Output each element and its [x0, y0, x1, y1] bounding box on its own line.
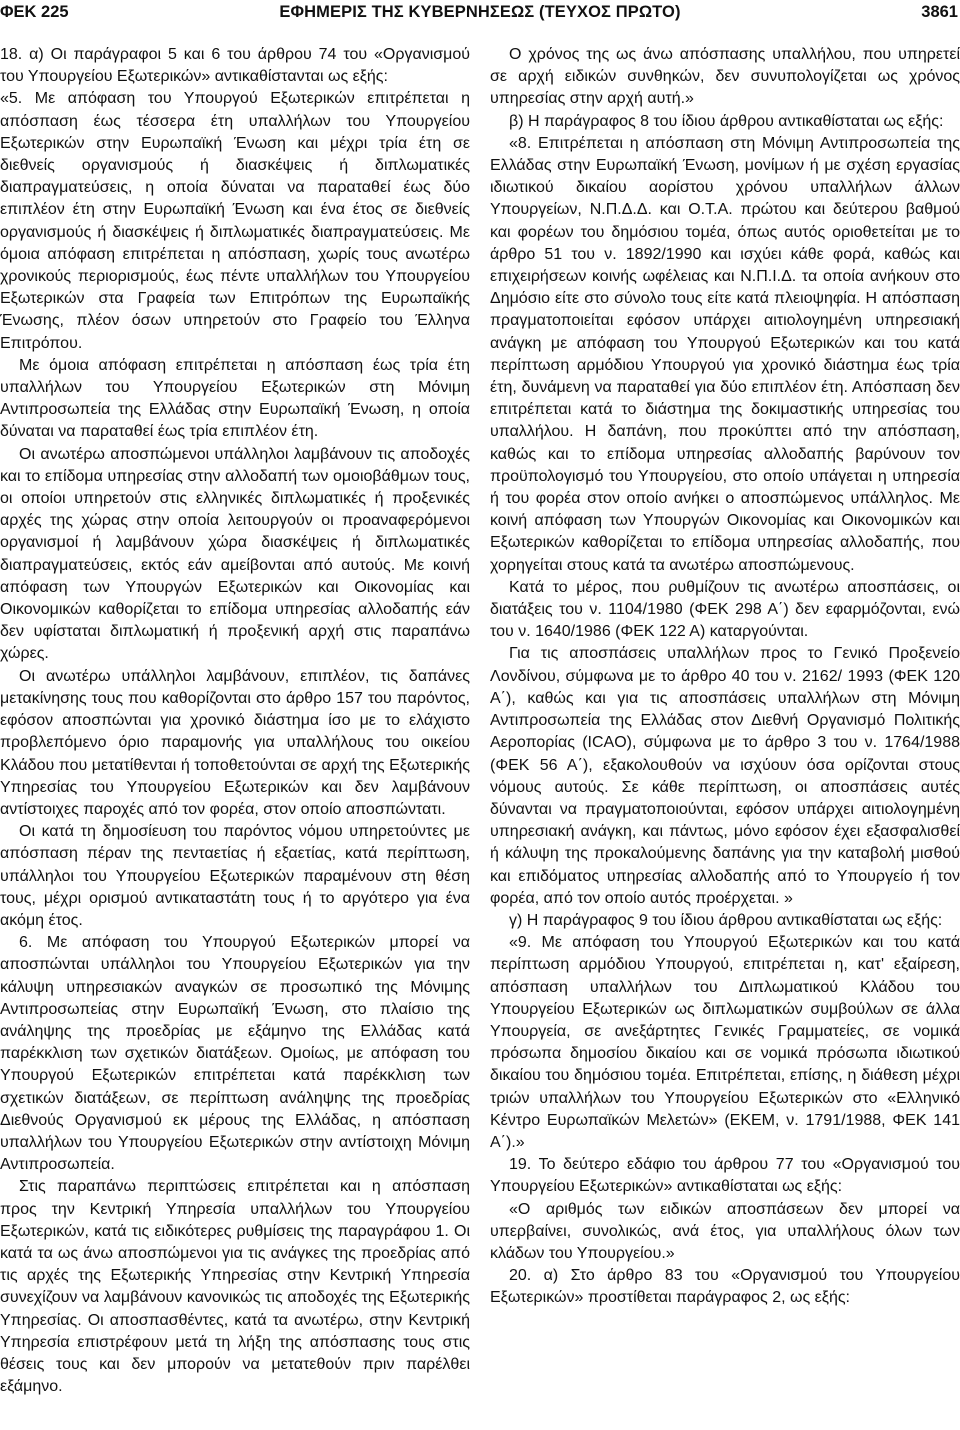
gazette-title: ΕΦΗΜΕΡΙΣ ΤΗΣ ΚΥΒΕΡΝΗΣΕΩΣ (ΤΕΥΧΟΣ ΠΡΩΤΟ) — [279, 3, 681, 21]
right-column — [490, 44, 960, 1422]
paragraph: Για τις αποσπάσεις υπαλλήλων προς το Γενικό Προξενείο Λονδίνου, σύμφωνα με το άρθρο 40 του ν. 2162/ 1993 (ΦΕΚ 120 Α΄), καθώς και για τις αποσπάσεις υπαλλήλων στη Μόνιμη Αντιπροσωπεία της Ελλάδας στον Διεθνή Οργανισμό Πολιτικής Αεροπορίας (ICAO), σύμφωνα με το άρθρο 3 του ν. 1764/1988 (ΦΕΚ 56 Α΄), εξακολουθούν να ισχύουν όσα ορίζονται στους νόμους αυτούς. Σε κάθε περίπτωση, οι αποσπάσεις αυτές δύνανται να πραγματοποιούνται, εφόσον υπάρχει αιτιολογημένη υπηρεσιακή ανάγκη, και πάντως, μόνο εφόσον έχει εξασφαλισθεί ή κάλυψη της προκαλούμενης δαπάνης για την καταβολή μισθού και επιδόματος υπηρεσίας αλλοδαπής από το Υπουργείο ή τον φορέα, από τον οποίο αυτός προέρχεται. » — [490, 645, 960, 907]
paragraph: Οι ανωτέρω υπάλληλοι λαμβάνουν, επιπλέον, τις δαπάνες μετακίνησης τους που καθορίζονται στο άρθρο 157 του παρόντος, εφόσον αποσπώνται για χρονικό διάστημα ίσο με το ελάχιστο προβλεπόμενο όριο παραμονής για υπαλλήλους του οικείου Κλάδου που μετατίθενται ή τοποθετούνται σε αρχή της Εξωτερικής Υπηρεσίας του Υπουργείου Εξωτερικών και δεν λαμβάνουν αντίστοιχες παροχές από τον φορέα, στον οποίο αποσπώντατι. — [0, 667, 470, 818]
paragraph: 19. Το δεύτερο εδάφιο του άρθρου 77 του «Οργανισμού του Υπουργείου Εξωτερικών» αντικαθίσταται ως εξής: — [490, 1156, 960, 1196]
page-number: 3861 — [921, 3, 958, 21]
paragraph: 6. Με απόφαση του Υπουργού Εξωτερικών μπορεί να αποσπώνται υπάλληλοι του Υπουργείου Εξωτερικών για την κάλυψη υπηρεσιακών αναγκών σε προσωπικό της Μόνιμης Αντιπροσωπείας στην Ευρωπαϊκή Ένωση, στο πλαίσιο της ανάληψης της προεδρίας με εξάμηνο της Ελλάδας κατά παρέκκλιση των σχετικών διατάξεων. Ομοίως, με απόφαση του Υπουργού Εξωτερικών επιτρέπεται κατά παρέκκλιση των σχετικών διατάξεων, σε περίπτωση ανάληψης της προεδρίας Διεθνούς Οργανισμού εκ μέρους της Ελλάδας, η απόσπαση υπαλλήλων του Υπουργείου Εξωτερικών στην αντίστοιχη Μόνιμη Αντιπροσωπεία. — [0, 934, 470, 1174]
paragraph: «Ο αριθμός των ειδικών αποσπάσεων δεν μπορεί να υπερβαίνει, συνολικώς, ανά έτος, για υπαλλήλους όλων των κλάδων του Υπουργείου.» — [490, 1200, 960, 1262]
paragraph: Οι ανωτέρω αποσπώμενοι υπάλληλοι λαμβάνουν τις αποδοχές και το επίδομα υπηρεσίας στην αλλοδαπή των ομοιοβάθμων τους, οι οποίοι υπηρετούν στις ελληνικές διπλωματικές ή προξενικές αρχές της χώρας στην οποία λειτουργούν οι προαναφερόμενοι οργανισμοί ή λαμβάνουν χώρα διασκέψεις ή διπλωματικές διαπραγματεύσεις, εκτός εάν αμείβονται από αυτούς. Με κοινή απόφαση των Υπουργών Εξωτερικών και Οικονομίας και Οικονομικών καθορίζεται το επίδομα υπηρεσίας αλλοδαπής εάν δεν υφίσταται διπλωματική ή προξενική αρχή στις παραπάνω χώρες. — [0, 445, 470, 663]
paragraph: Με όμοια απόφαση επιτρέπεται η απόσπαση έως τρία έτη υπαλλήλων του Υπουργείου Εξωτερικών στη Μόνιμη Αντιπροσωπεία της Ελλάδας στην Ευρωπαϊκή Ένωση, η οποία δύναται να παραταθεί έως τρία επιπλέον έτη. — [0, 356, 470, 441]
paragraph: «5. Με απόφαση του Υπουργού Εξωτερικών επιτρέπεται η απόσπαση έως τέσσερα έτη υπαλλήλων του Υπουργείου Εξωτερικών στην Ευρωπαϊκή Ένωση και μέχρι τρία έτη σε διεθνείς οργανισμούς ή διασκέψεις ή διπλωματικές διαπραγματεύσεις, η οποία δύναται να παραταθεί έως δύο επιπλέον έτη στην Ευρωπαϊκή Ένωση και ένα έτος σε διεθνείς οργανισμούς ή διασκέψεις ή διπλωματικές διαπραγματεύσεις. Με όμοια απόφαση επιτρέπεται η απόσπαση, χωρίς τους ανωτέρω χρονικούς περιορισμούς, έως πέντε υπαλλήλων του Υπουργείου Εξωτερικών στα Γραφεία των Επιτρόπων της Ευρωπαϊκής Ένωσης, πλέον όσων υπηρετούν στο Γραφείο του Έλληνα Επιτρόπου. — [0, 90, 470, 352]
paragraph: 20. α) Στο άρθρο 83 του «Οργανισμού του Υπουργείου Εξωτερικών» προστίθεται παράγραφος 2, ως εξής: — [490, 1267, 960, 1307]
paragraph: «9. Με απόφαση του Υπουργού Εξωτερικών και του κατά περίπτωση αρμόδιου Υπουργού, επιτρέπεται η, κατ' εξαίρεση, απόσπαση υπαλλήλων του Διπλωματικού Κλάδου του Υπουργείου Εξωτερικών ως διπλωματικών συμβούλων σε άλλα Υπουργεία, σε ανεξάρτητες Γενικές Γραμματείες, σε νομικά πρόσωπα δημοσίου δικαίου και σε νομικά πρόσωπα ιδιωτικού δικαίου του δημόσιου τομέα. Επιτρέπεται, επίσης, η διάθεση μέχρι τριών υπαλλήλων του Υπουργείου Εξωτερικών στο «Ελληνικό Κέντρο Ευρωπαϊκών Μελετών» (ΕΚΕΜ, ν. 1791/1988, ΦΕΚ 141 Α΄).» — [490, 934, 960, 1151]
page-header — [0, 0, 960, 28]
paragraph: «8. Επιτρέπεται η απόσπαση στη Μόνιμη Αντιπροσωπεία της Ελλάδας στην Ευρωπαϊκή Ένωση, μονίμων ή με σχέση εργασίας ιδιωτικού δικαίου αορίστου χρόνου υπαλλήλων άλλων Υπουργείων, Ν.Π.Δ.Δ. και Ο.Τ.Α. πρώτου και δεύτερου βαθμού και φορέων του δημόσιου τομέα, όπως αυτός οριοθετείται με το άρθρο 51 του ν. 1892/1990 και ισχύει κάθε φορά, καθώς και επιχειρήσεων κοινής ωφέλειας και Ν.Π.Ι.Δ. τα οποία ανήκουν στο Δημόσιο είτε στο σύνολο τους είτε κατά πλειοψηφία. Η απόσπαση πραγματοποιείται εφόσον υπάρχει αιτιολογημένη υπηρεσιακή ανάγκη με απόφαση του Υπουργού Εξωτερικών και του κατά περίπτωση αρμόδιου Υπουργού για χρονικό διάστημα έως τρία έτη, δυνάμενη να παραταθεί για δύο επιπλέον έτη. Απόσπαση δεν επιτρέπεται κατά το διάστημα της δοκιμαστικής υπηρεσίας του υπαλλήλου. Η δαπάνη, που προκύπτει από την απόσπαση, καθώς και το επίδομα υπηρεσίας αλλοδαπής βαρύνουν τον προϋπολογισμό του Υπουργείου, στο οποίο υπάγεται η υπηρεσία ή του φορέα στον οποίο ανήκει ο αποσπώμενος υπάλληλος. Με κοινή απόφαση των Υπουργών Οικονομίας και Οικονομικών και Εξωτερικών καθορίζεται το επίδομα υπηρεσίας αλλοδαπής, που χορηγείται στους κατά τα ανωτέρω αποσπώμενους. — [490, 134, 960, 574]
left-column — [0, 44, 470, 1422]
paragraph: β) Η παράγραφος 8 του ίδιου άρθρου αντικαθίσταται ως εξής: — [509, 112, 944, 130]
paragraph: γ) Η παράγραφος 9 του ίδιου άρθρου αντικαθίσταται ως εξής: — [509, 911, 943, 929]
paragraph: Οι κατά τη δημοσίευση του παρόντος νόμου υπηρετούντες με απόσπαση πέραν της πενταετίας ή εξαετίας, κατά περίπτωση, υπάλληλοι του Υπουργείου Εξωτερικών παραμένουν στη θέση τους, μέχρι ορισμού αντικαταστάτη τους ή το αργότερο για ένα ακόμη έτος. — [0, 823, 470, 929]
paragraph: Κατά το μέρος, που ρυθμίζουν τις ανωτέρω αποσπάσεις, οι διατάξεις του ν. 1104/1980 (ΦΕΚ 298 Α΄) δεν εφαρμόζονται, ενώ του ν. 1640/1986 (ΦΕΚ 122 Α) καταργούνται. — [490, 578, 960, 641]
paragraph: 18. α) Οι παράγραφοι 5 και 6 του άρθρου 74 του «Οργανισμού του Υπουργείου Εξωτερικών» αντικαθίστανται ως εξής: — [0, 46, 470, 86]
paragraph: Ο χρόνος της ως άνω απόσπασης υπαλλήλου, που υπηρετεί σε αρχή ειδικών συνθηκών, δεν συνυπολογίζεται ως χρόνος υπηρεσίας στην αρχή αυτή.» — [490, 46, 960, 108]
issue-label: ΦΕΚ 225 — [0, 3, 69, 21]
paragraph: Στις παραπάνω περιπτώσεις επιτρέπεται και η απόσπαση προς την Κεντρική Υπηρεσία υπαλλήλων του Υπουργείου Εξωτερικών, κατά τις ειδικότερες ρυθμίσεις της παραγράφου 1. Οι κατά τα ως άνω αποσπώμενοι για τις ανάγκες της προεδρίας από τις αρχές της Εξωτερικής Υπηρεσίας στην Κεντρική Υπηρεσία συνεχίζουν να λαμβάνουν κανονικώς τις αποδοχές της Εξωτερικής Υπηρεσίας. Οι αποσπασθέντες, κατά τα ανωτέρω, στην Κεντρική Υπηρεσία επιστρέφουν μετά τη λήξη της απόσπασης τους στις θέσεις τους και δεν μπορούν να μετατεθούν πριν παρέλθει εξάμηνο. — [0, 1178, 470, 1396]
